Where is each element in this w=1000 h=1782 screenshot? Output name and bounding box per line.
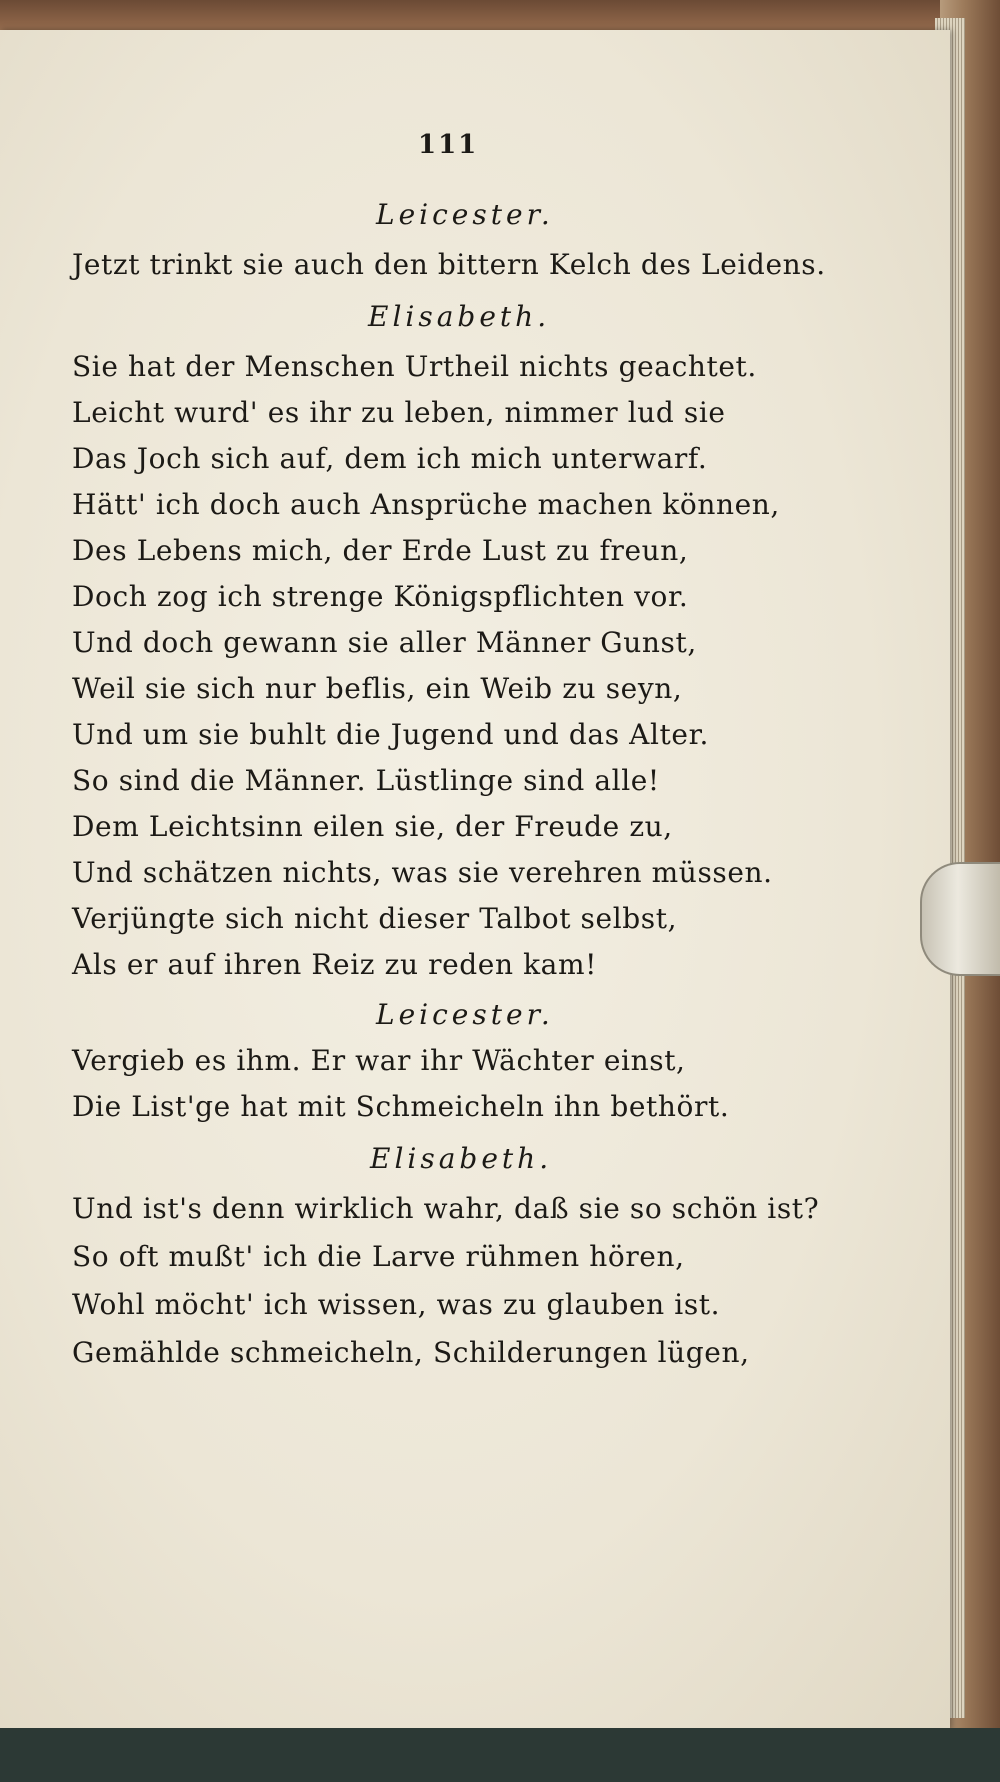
verse-line: Dem Leichtsinn eilen sie, der Freude zu, (72, 810, 673, 843)
verse-line: Als er auf ihren Reiz zu reden kam! (72, 948, 597, 981)
verse-line: Verjüngte sich nicht dieser Talbot selbst, (72, 902, 678, 935)
verse-line: Des Lebens mich, der Erde Lust zu freun, (72, 534, 689, 567)
verse-line: So oft mußt' ich die Larve rühmen hören, (72, 1240, 685, 1273)
verse-line: Und doch gewann sie aller Männer Gunst, (72, 626, 697, 659)
verse-line: Und um sie buhlt die Jugend und das Alter. (72, 718, 709, 751)
speaker-name: Elisabeth. (368, 300, 551, 333)
verse-line: Doch zog ich strenge Königspflichten vor. (72, 580, 689, 613)
verse-line: Sie hat der Menschen Urtheil nichts geachtet. (72, 350, 757, 383)
verse-line: Und schätzen nichts, was sie verehren müssen. (72, 856, 773, 889)
verse-line: Vergieb es ihm. Er war ihr Wächter einst, (72, 1044, 686, 1077)
book-page (0, 30, 950, 1730)
speaker-name: Elisabeth. (370, 1142, 553, 1175)
verse-line: Das Joch sich auf, dem ich mich unterwarf. (72, 442, 708, 475)
verse-line: Jetzt trinkt sie auch den bittern Kelch des Leidens. (72, 248, 826, 281)
bookmark-clip (920, 862, 1000, 976)
page-number: 111 (418, 130, 479, 160)
background-surface (0, 1728, 1000, 1782)
verse-line: Wohl möcht' ich wissen, was zu glauben ist. (72, 1288, 721, 1321)
speaker-name: Leicester. (376, 198, 554, 231)
verse-line: Gemählde schmeicheln, Schilderungen lügen, (72, 1336, 750, 1369)
verse-line: Hätt' ich doch auch Ansprüche machen können, (72, 488, 780, 521)
verse-line: Und ist's denn wirklich wahr, daß sie so schön ist? (72, 1192, 820, 1225)
speaker-name: Leicester. (376, 998, 554, 1031)
verse-line: Leicht wurd' es ihr zu leben, nimmer lud sie (72, 396, 726, 429)
page-text (0, 30, 950, 1730)
verse-line: Die List'ge hat mit Schmeicheln ihn bethört. (72, 1090, 730, 1123)
verse-line: Weil sie sich nur beflis, ein Weib zu seyn, (72, 672, 683, 705)
verse-line: So sind die Männer. Lüstlinge sind alle! (72, 764, 660, 797)
